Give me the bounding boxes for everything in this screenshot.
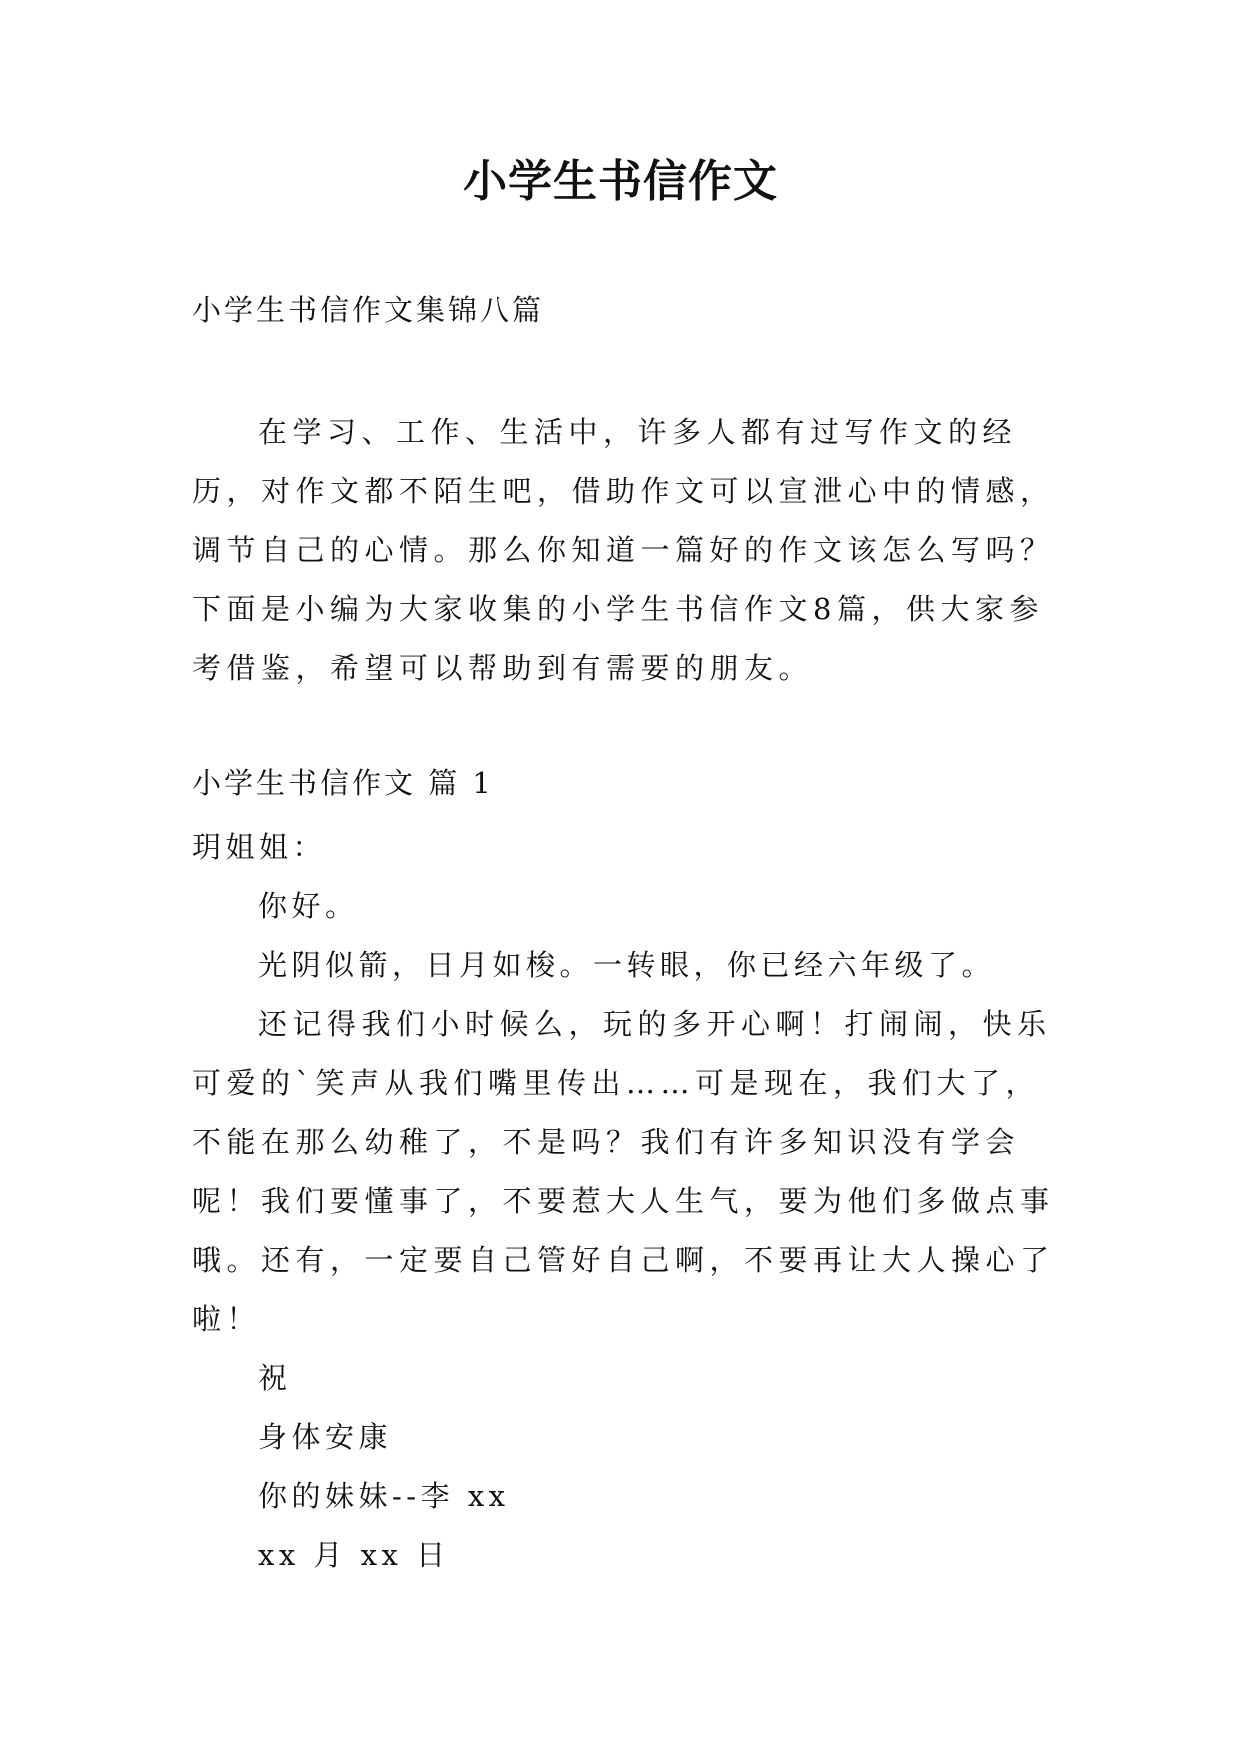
letter-closing-2: 身体安康 — [258, 1420, 393, 1454]
letter-closing-1: 祝 — [258, 1361, 292, 1395]
letter-signature: 你的妹妹--李 xx — [258, 1479, 510, 1513]
intro-paragraph: 在学习、工作、生活中，许多人都有过写作文的经历，对作文都不陌生吧，借助作文可以宣泄心中的情感，调节自己的心情。那么你知道一篇好的作文该怎么写吗？下面是小编为大家收集的小学生书信作文8篇，供大家参考借鉴，希望可以帮助到有需要的朋友。 — [192, 415, 1055, 685]
letter-date: xx 月 xx 日 — [258, 1538, 450, 1572]
letter-paragraph-1: 光阴似箭，日月如梭。一转眼，你已经六年级了。 — [258, 948, 996, 982]
letter-body — [192, 818, 1072, 1585]
letter-paragraph-2: 还记得我们小时候么，玩的多开心啊！打闹闹，快乐可爱的`笑声从我们嘴里传出……可是现在，我们大了，不能在那么幼稚了，不是吗？我们有许多知识没有学会呢！我们要懂事了，不要惹大人生气，要为他们多做点事哦。还有，一定要自己管好自己啊，不要再让大人操心了啦！ — [192, 1007, 1055, 1336]
document-subtitle: 小学生书信作文集锦八篇 — [192, 293, 545, 327]
section-heading: 小学生书信作文 篇 1 — [192, 766, 494, 800]
document-title: 小学生书信作文 — [463, 156, 778, 207]
letter-salutation: 玥姐姐： — [192, 830, 327, 864]
letter-greeting: 你好。 — [258, 889, 359, 923]
